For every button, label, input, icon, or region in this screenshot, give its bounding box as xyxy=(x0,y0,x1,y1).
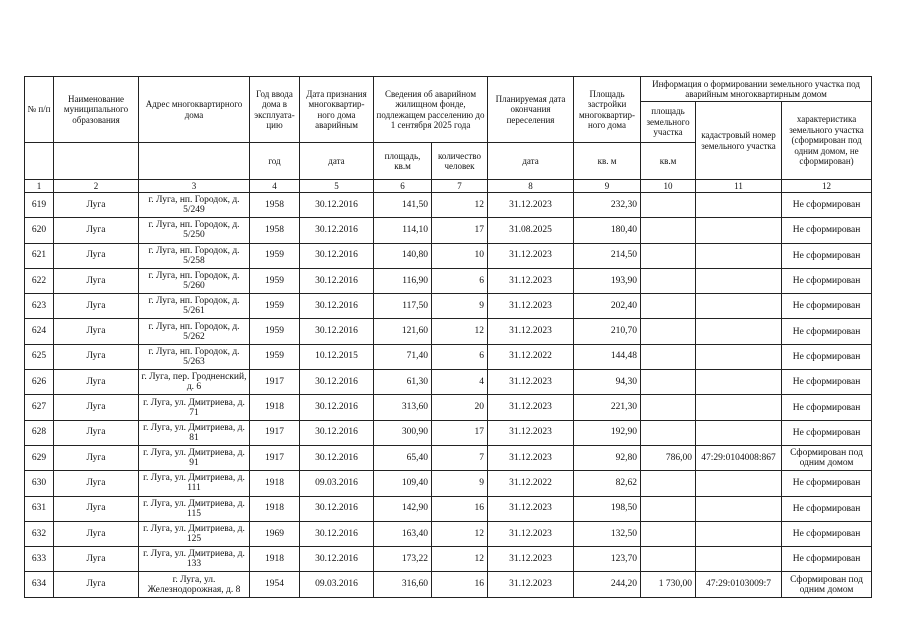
table-row xyxy=(25,572,872,597)
table-row xyxy=(25,319,872,344)
cell-address: г. Луга, ул. Дмитриева, д. 91 xyxy=(139,445,250,470)
unit-land-area: кв.м xyxy=(641,143,696,180)
header-cadastral-number: кадастровый номер земельного участка xyxy=(696,102,782,180)
cell-emergency-area: 142,90 xyxy=(374,496,432,521)
table-row xyxy=(25,294,872,319)
cell-building-area: 210,70 xyxy=(574,319,641,344)
cell-land-area xyxy=(641,496,696,521)
cell-municipality: Луга xyxy=(54,294,139,319)
cell-building-area: 92,80 xyxy=(574,445,641,470)
cell-recognition-date: 10.12.2015 xyxy=(300,344,374,369)
cell-people-count: 7 xyxy=(432,445,488,470)
table-row xyxy=(25,344,872,369)
cell-planned-date: 31.12.2023 xyxy=(488,370,574,395)
unit-year: год xyxy=(250,143,300,180)
cell-people-count: 10 xyxy=(432,243,488,268)
cell-row-number: 629 xyxy=(25,445,54,470)
cell-year-built: 1958 xyxy=(250,218,300,243)
cell-recognition-date: 30.12.2016 xyxy=(300,243,374,268)
cell-land-characteristic: Сформирован под одним домом xyxy=(782,572,872,597)
cell-address: г. Луга, ул. Дмитриева, д. 81 xyxy=(139,420,250,445)
cell-planned-date: 31.12.2023 xyxy=(488,572,574,597)
cell-address: г. Луга, нп. Городок, д. 5/249 xyxy=(139,193,250,218)
cell-cadastral-number xyxy=(696,547,782,572)
header-planned-date: Планируемая дата окончания переселения xyxy=(488,77,574,143)
cell-cadastral-number xyxy=(696,370,782,395)
column-number: 1 xyxy=(25,180,54,193)
cell-cadastral-number xyxy=(696,243,782,268)
cell-emergency-area: 117,50 xyxy=(374,294,432,319)
header-address: Адрес многоквартирного дома xyxy=(139,77,250,143)
cell-land-area xyxy=(641,370,696,395)
column-number: 8 xyxy=(488,180,574,193)
cell-address: г. Луга, ул. Дмитриева, д. 133 xyxy=(139,547,250,572)
cell-people-count: 17 xyxy=(432,218,488,243)
table-row xyxy=(25,445,872,470)
cell-municipality: Луга xyxy=(54,471,139,496)
header-year-built: Год ввода дома в эксплуата-цию xyxy=(250,77,300,143)
cell-address: г. Луга, нп. Городок, д. 5/258 xyxy=(139,243,250,268)
cell-planned-date: 31.12.2023 xyxy=(488,547,574,572)
cell-building-area: 232,30 xyxy=(574,193,641,218)
cell-building-area: 214,50 xyxy=(574,243,641,268)
cell-row-number: 628 xyxy=(25,420,54,445)
cell-land-area: 1 730,00 xyxy=(641,572,696,597)
cell-land-characteristic: Не сформирован xyxy=(782,395,872,420)
table-row xyxy=(25,395,872,420)
cell-municipality: Луга xyxy=(54,395,139,420)
cell-people-count: 16 xyxy=(432,572,488,597)
cell-people-count: 12 xyxy=(432,193,488,218)
cell-year-built: 1918 xyxy=(250,547,300,572)
cell-municipality: Луга xyxy=(54,521,139,546)
cell-address: г. Луга, нп. Городок, д. 5/261 xyxy=(139,294,250,319)
cell-building-area: 198,50 xyxy=(574,496,641,521)
cell-cadastral-number xyxy=(696,319,782,344)
cell-cadastral-number: 47:29:0103009:7 xyxy=(696,572,782,597)
cell-address: г. Луга, ул. Дмитриева, д. 71 xyxy=(139,395,250,420)
cell-municipality: Луга xyxy=(54,218,139,243)
header-land-plot-info: Информация о формировании земельного участка под аварийным многоквартирным домом xyxy=(641,77,872,102)
cell-emergency-area: 300,90 xyxy=(374,420,432,445)
cell-people-count: 17 xyxy=(432,420,488,445)
emergency-housing-table xyxy=(24,76,872,598)
cell-emergency-area: 109,40 xyxy=(374,471,432,496)
cell-people-count: 16 xyxy=(432,496,488,521)
cell-land-characteristic: Не сформирован xyxy=(782,243,872,268)
cell-people-count: 12 xyxy=(432,521,488,546)
cell-land-characteristic: Не сформирован xyxy=(782,218,872,243)
cell-emergency-area: 316,60 xyxy=(374,572,432,597)
cell-year-built: 1917 xyxy=(250,420,300,445)
header-emergency-fund: Сведения об аварийном жилищном фонде, подлежащем расселению до 1 сентября 2025 года xyxy=(374,77,488,143)
cell-emergency-area: 61,30 xyxy=(374,370,432,395)
cell-row-number: 630 xyxy=(25,471,54,496)
cell-emergency-area: 313,60 xyxy=(374,395,432,420)
cell-address: г. Луга, ул. Железнодорожная, д. 8 xyxy=(139,572,250,597)
cell-cadastral-number xyxy=(696,294,782,319)
unit-recognition-date: дата xyxy=(300,143,374,180)
cell-recognition-date: 30.12.2016 xyxy=(300,445,374,470)
cell-municipality: Луга xyxy=(54,547,139,572)
unit-area: площадь, кв.м xyxy=(374,143,432,180)
cell-emergency-area: 65,40 xyxy=(374,445,432,470)
column-number-row xyxy=(25,180,872,193)
cell-year-built: 1918 xyxy=(250,471,300,496)
column-number: 12 xyxy=(782,180,872,193)
cell-cadastral-number xyxy=(696,218,782,243)
cell-cadastral-number xyxy=(696,395,782,420)
cell-planned-date: 31.12.2023 xyxy=(488,445,574,470)
cell-recognition-date: 30.12.2016 xyxy=(300,395,374,420)
cell-land-characteristic: Не сформирован xyxy=(782,344,872,369)
cell-people-count: 9 xyxy=(432,294,488,319)
cell-recognition-date: 30.12.2016 xyxy=(300,370,374,395)
cell-land-area xyxy=(641,193,696,218)
cell-year-built: 1918 xyxy=(250,496,300,521)
cell-building-area: 144,48 xyxy=(574,344,641,369)
unit-municipality xyxy=(54,143,139,180)
cell-address: г. Луга, ул. Дмитриева, д. 125 xyxy=(139,521,250,546)
cell-land-characteristic: Не сформирован xyxy=(782,471,872,496)
cell-municipality: Луга xyxy=(54,319,139,344)
cell-building-area: 244,20 xyxy=(574,572,641,597)
cell-planned-date: 31.12.2023 xyxy=(488,319,574,344)
cell-recognition-date: 30.12.2016 xyxy=(300,496,374,521)
cell-municipality: Луга xyxy=(54,370,139,395)
cell-land-characteristic: Не сформирован xyxy=(782,420,872,445)
unit-people: количество человек xyxy=(432,143,488,180)
cell-address: г. Луга, нп. Городок, д. 5/250 xyxy=(139,218,250,243)
cell-people-count: 20 xyxy=(432,395,488,420)
cell-land-characteristic: Не сформирован xyxy=(782,496,872,521)
cell-year-built: 1917 xyxy=(250,445,300,470)
cell-land-area: 786,00 xyxy=(641,445,696,470)
cell-building-area: 132,50 xyxy=(574,521,641,546)
cell-planned-date: 31.12.2022 xyxy=(488,471,574,496)
cell-people-count: 12 xyxy=(432,319,488,344)
cell-recognition-date: 30.12.2016 xyxy=(300,319,374,344)
cell-cadastral-number xyxy=(696,471,782,496)
cell-land-characteristic: Не сформирован xyxy=(782,319,872,344)
cell-year-built: 1959 xyxy=(250,344,300,369)
cell-building-area: 94,30 xyxy=(574,370,641,395)
cell-planned-date: 31.12.2023 xyxy=(488,496,574,521)
cell-address: г. Луга, ул. Дмитриева, д. 111 xyxy=(139,471,250,496)
cell-row-number: 621 xyxy=(25,243,54,268)
header-municipality: Наименование муниципального образования xyxy=(54,77,139,143)
cell-building-area: 192,90 xyxy=(574,420,641,445)
cell-emergency-area: 114,10 xyxy=(374,218,432,243)
header-number: № п/п xyxy=(25,77,54,143)
cell-planned-date: 31.12.2023 xyxy=(488,268,574,293)
cell-land-characteristic: Не сформирован xyxy=(782,268,872,293)
cell-year-built: 1959 xyxy=(250,243,300,268)
column-number: 10 xyxy=(641,180,696,193)
cell-year-built: 1917 xyxy=(250,370,300,395)
cell-row-number: 623 xyxy=(25,294,54,319)
cell-year-built: 1958 xyxy=(250,193,300,218)
cell-year-built: 1954 xyxy=(250,572,300,597)
table-row xyxy=(25,370,872,395)
cell-municipality: Луга xyxy=(54,572,139,597)
cell-emergency-area: 141,50 xyxy=(374,193,432,218)
cell-year-built: 1959 xyxy=(250,319,300,344)
cell-planned-date: 31.12.2023 xyxy=(488,243,574,268)
cell-people-count: 4 xyxy=(432,370,488,395)
cell-recognition-date: 30.12.2016 xyxy=(300,521,374,546)
cell-land-area xyxy=(641,319,696,344)
cell-recognition-date: 30.12.2016 xyxy=(300,294,374,319)
cell-row-number: 633 xyxy=(25,547,54,572)
cell-municipality: Луга xyxy=(54,243,139,268)
cell-land-area xyxy=(641,547,696,572)
cell-building-area: 123,70 xyxy=(574,547,641,572)
cell-recognition-date: 30.12.2016 xyxy=(300,420,374,445)
cell-address: г. Луга, нп. Городок, д. 5/260 xyxy=(139,268,250,293)
cell-building-area: 202,40 xyxy=(574,294,641,319)
table-header xyxy=(25,77,872,193)
table-row xyxy=(25,521,872,546)
cell-row-number: 626 xyxy=(25,370,54,395)
column-number: 2 xyxy=(54,180,139,193)
cell-planned-date: 31.12.2023 xyxy=(488,521,574,546)
cell-municipality: Луга xyxy=(54,193,139,218)
cell-planned-date: 31.08.2025 xyxy=(488,218,574,243)
cell-land-area xyxy=(641,243,696,268)
cell-year-built: 1959 xyxy=(250,268,300,293)
unit-building-area: кв. м xyxy=(574,143,641,180)
cell-row-number: 627 xyxy=(25,395,54,420)
header-building-area: Площадь застройки многоквартир-ного дома xyxy=(574,77,641,143)
table-row xyxy=(25,496,872,521)
cell-recognition-date: 30.12.2016 xyxy=(300,547,374,572)
cell-emergency-area: 116,90 xyxy=(374,268,432,293)
cell-land-area xyxy=(641,395,696,420)
cell-cadastral-number xyxy=(696,193,782,218)
cell-land-area xyxy=(641,521,696,546)
cell-cadastral-number xyxy=(696,420,782,445)
column-number: 3 xyxy=(139,180,250,193)
cell-land-characteristic: Не сформирован xyxy=(782,193,872,218)
cell-row-number: 631 xyxy=(25,496,54,521)
cell-row-number: 622 xyxy=(25,268,54,293)
table-row xyxy=(25,193,872,218)
cell-municipality: Луга xyxy=(54,268,139,293)
cell-planned-date: 31.12.2023 xyxy=(488,294,574,319)
cell-municipality: Луга xyxy=(54,496,139,521)
column-number: 11 xyxy=(696,180,782,193)
cell-cadastral-number: 47:29:0104008:867 xyxy=(696,445,782,470)
cell-row-number: 625 xyxy=(25,344,54,369)
cell-row-number: 632 xyxy=(25,521,54,546)
cell-land-area xyxy=(641,218,696,243)
column-number: 5 xyxy=(300,180,374,193)
cell-year-built: 1918 xyxy=(250,395,300,420)
cell-land-area xyxy=(641,420,696,445)
cell-row-number: 620 xyxy=(25,218,54,243)
table-row xyxy=(25,547,872,572)
header-land-area: площадь земельного участка xyxy=(641,102,696,143)
cell-emergency-area: 173,22 xyxy=(374,547,432,572)
cell-emergency-area: 121,60 xyxy=(374,319,432,344)
cell-planned-date: 31.12.2023 xyxy=(488,395,574,420)
cell-row-number: 634 xyxy=(25,572,54,597)
cell-planned-date: 31.12.2022 xyxy=(488,344,574,369)
cell-land-area xyxy=(641,268,696,293)
table-row xyxy=(25,243,872,268)
cell-address: г. Луга, пер. Гродненский, д. 6 xyxy=(139,370,250,395)
cell-people-count: 6 xyxy=(432,344,488,369)
cell-land-characteristic: Сформирован под одним домом xyxy=(782,445,872,470)
cell-recognition-date: 09.03.2016 xyxy=(300,471,374,496)
cell-recognition-date: 30.12.2016 xyxy=(300,268,374,293)
cell-cadastral-number xyxy=(696,268,782,293)
column-number: 7 xyxy=(432,180,488,193)
header-recognition-date: Дата признания многоквартир-ного дома аварийным xyxy=(300,77,374,143)
cell-year-built: 1969 xyxy=(250,521,300,546)
cell-land-characteristic: Не сформирован xyxy=(782,547,872,572)
header-land-characteristic: характеристика земельного участка (сформирован под одним домом, не сформирован) xyxy=(782,102,872,180)
cell-cadastral-number xyxy=(696,344,782,369)
column-number: 6 xyxy=(374,180,432,193)
cell-land-area xyxy=(641,344,696,369)
cell-land-area xyxy=(641,294,696,319)
column-number: 4 xyxy=(250,180,300,193)
cell-planned-date: 31.12.2023 xyxy=(488,420,574,445)
cell-municipality: Луга xyxy=(54,344,139,369)
cell-land-characteristic: Не сформирован xyxy=(782,294,872,319)
table-row xyxy=(25,218,872,243)
cell-land-characteristic: Не сформирован xyxy=(782,370,872,395)
cell-building-area: 193,90 xyxy=(574,268,641,293)
cell-land-area xyxy=(641,471,696,496)
table-row xyxy=(25,268,872,293)
cell-year-built: 1959 xyxy=(250,294,300,319)
cell-building-area: 82,62 xyxy=(574,471,641,496)
cell-address: г. Луга, ул. Дмитриева, д. 115 xyxy=(139,496,250,521)
table-row xyxy=(25,420,872,445)
cell-municipality: Луга xyxy=(54,445,139,470)
document-page xyxy=(24,76,871,598)
cell-recognition-date: 30.12.2016 xyxy=(300,193,374,218)
cell-people-count: 6 xyxy=(432,268,488,293)
cell-planned-date: 31.12.2023 xyxy=(488,193,574,218)
cell-cadastral-number xyxy=(696,521,782,546)
cell-address: г. Луга, нп. Городок, д. 5/263 xyxy=(139,344,250,369)
cell-building-area: 221,30 xyxy=(574,395,641,420)
cell-people-count: 9 xyxy=(432,471,488,496)
cell-cadastral-number xyxy=(696,496,782,521)
table-row xyxy=(25,471,872,496)
cell-recognition-date: 30.12.2016 xyxy=(300,218,374,243)
cell-people-count: 12 xyxy=(432,547,488,572)
cell-row-number: 619 xyxy=(25,193,54,218)
cell-land-characteristic: Не сформирован xyxy=(782,521,872,546)
unit-number xyxy=(25,143,54,180)
cell-building-area: 180,40 xyxy=(574,218,641,243)
cell-row-number: 624 xyxy=(25,319,54,344)
unit-address xyxy=(139,143,250,180)
cell-emergency-area: 163,40 xyxy=(374,521,432,546)
cell-municipality: Луга xyxy=(54,420,139,445)
cell-emergency-area: 71,40 xyxy=(374,344,432,369)
table-body xyxy=(25,193,872,598)
cell-emergency-area: 140,80 xyxy=(374,243,432,268)
column-number: 9 xyxy=(574,180,641,193)
unit-planned-date: дата xyxy=(488,143,574,180)
cell-recognition-date: 09.03.2016 xyxy=(300,572,374,597)
cell-address: г. Луга, нп. Городок, д. 5/262 xyxy=(139,319,250,344)
